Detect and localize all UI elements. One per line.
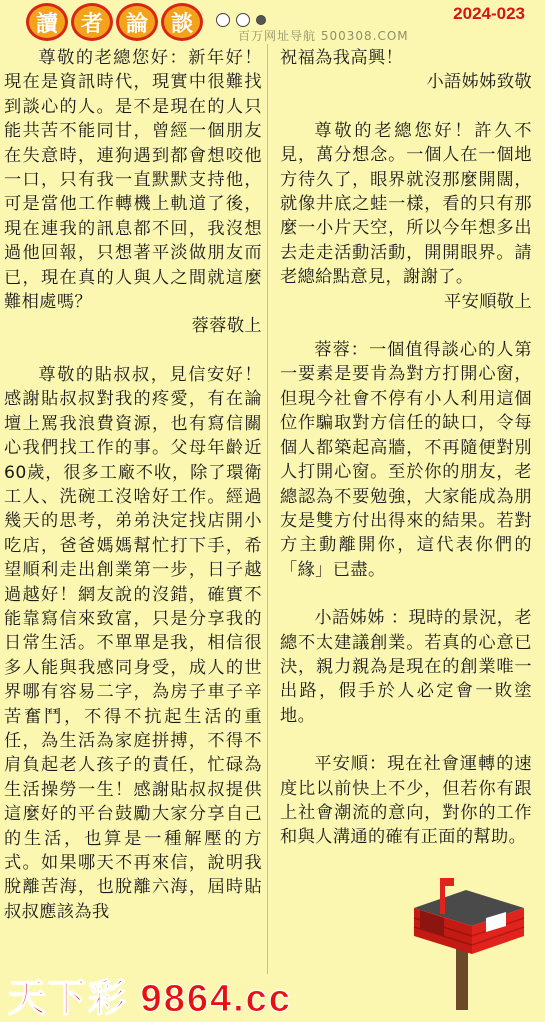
- letter-xiaoyu: 尊敬的貼叔叔，見信安好！感謝貼叔叔對我的疼愛，有在論壇上罵我浪費資源，也有寫信關心我們找工作的事。父母年齡近60歲，很多工廠不收，除了環衛工人、洗碗工沒啥好工作。經過幾天的思考，弟弟決定找店開小吃店，爸爸媽媽幫忙打下手，希望順利走出創業第一步，日子越過越好！網友說的沒錯，確實不能靠寫信來致富，只是分享我的日常生活。不單單是我，相信很多人能與我感同身受，成人的世界哪有容易二字，為房子車子辛苦奮鬥，不得不抗起生活的重任，為生活為家庭拼搏，不得不肩負起老人孩子的責任，忙碌為生活操勞一生！感謝貼叔叔提供這麼好的平台鼓勵大家分享自己的生活，也算是一種解壓的方式。如果哪天不再來信，說明我脫離苦海，也脫離六海，屆時貼叔叔應該為我: [4, 364, 262, 922]
- letter-pinganshun-signature: 平安順敬上: [444, 291, 532, 312]
- reply-xiaoyu: 小語姊姊 ：現時的景況，老總不太建議創業。若真的心意已決，親力親為是現在的創業唯一出路，假手於人必定會一敗塗地。: [280, 608, 532, 726]
- circle-icon: [236, 13, 250, 27]
- watermark-text: 百万网址导航 500308.COM: [238, 29, 409, 43]
- right-column: [280, 46, 532, 850]
- column-divider: [267, 44, 268, 974]
- brand-watermark: 天下彩 9864.cc: [8, 978, 292, 1020]
- section-title: [26, 3, 203, 41]
- letter-pinganshun: 尊敬的老總您好！許久不見，萬分想念。一個人在一個地方待久了，眼界就沒那麼開闊，就像井底之蛙一樣，看的只有那麼一小片天空，所以今年想多出去走走活動活動，開開眼界。請老總給點意見，謝謝了。: [280, 120, 532, 288]
- left-column: [4, 46, 262, 924]
- letter-rongrong-signature: 蓉蓉敬上: [191, 316, 262, 337]
- title-char-3: 論: [116, 3, 158, 41]
- reply-pinganshun: 平安順：現在社會運轉的速度比以前快上不少，但若你有跟上社會潮流的意向，對你的工作和與人溝通的確有正面的幫助。: [280, 754, 532, 848]
- letter-xiaoyu-continuation: 祝福為我高興！: [280, 48, 404, 68]
- issue-number: 2024-023: [453, 4, 525, 23]
- letter-rongrong: 尊敬的老總您好：新年好！現在是資訊時代，現實中很難找到談心的人。是不是現在的人只能共苦不能同甘，曾經一個朋友在失意時，連狗遇到都會想咬他一口，只有我一直默默支持他，可是當他工作轉機上軌道了後，現在連我的訊息都不回，我沒想過他回報，只想著平淡做朋友而已，現在真的人與人之間就這麼難相處嗎？: [4, 48, 262, 313]
- title-char-4: 談: [161, 3, 203, 41]
- title-char-2: 者: [71, 3, 113, 41]
- decorative-dots: [216, 13, 266, 27]
- circle-icon: [216, 13, 230, 27]
- reply-rongrong: 蓉蓉：一個值得談心的人第一要素是要肯為對方打開心窗，但現今社會不停有小人利用這個位作騙取對方信任的缺口，令每個人都築起高牆，不再隨便對別人打開心窗。至於你的朋友，老總認為不要勉強，大家能成為朋友是雙方付出得來的結果。若對方主動離開你，這代表你們的「緣」已盡。: [280, 340, 532, 580]
- page-header: [0, 0, 545, 44]
- letter-xiaoyu-signature: 小語姊姊致敬: [426, 72, 532, 93]
- title-char-1: 讀: [26, 3, 68, 41]
- page-footer: [0, 971, 545, 1019]
- circle-filled-icon: [256, 15, 266, 25]
